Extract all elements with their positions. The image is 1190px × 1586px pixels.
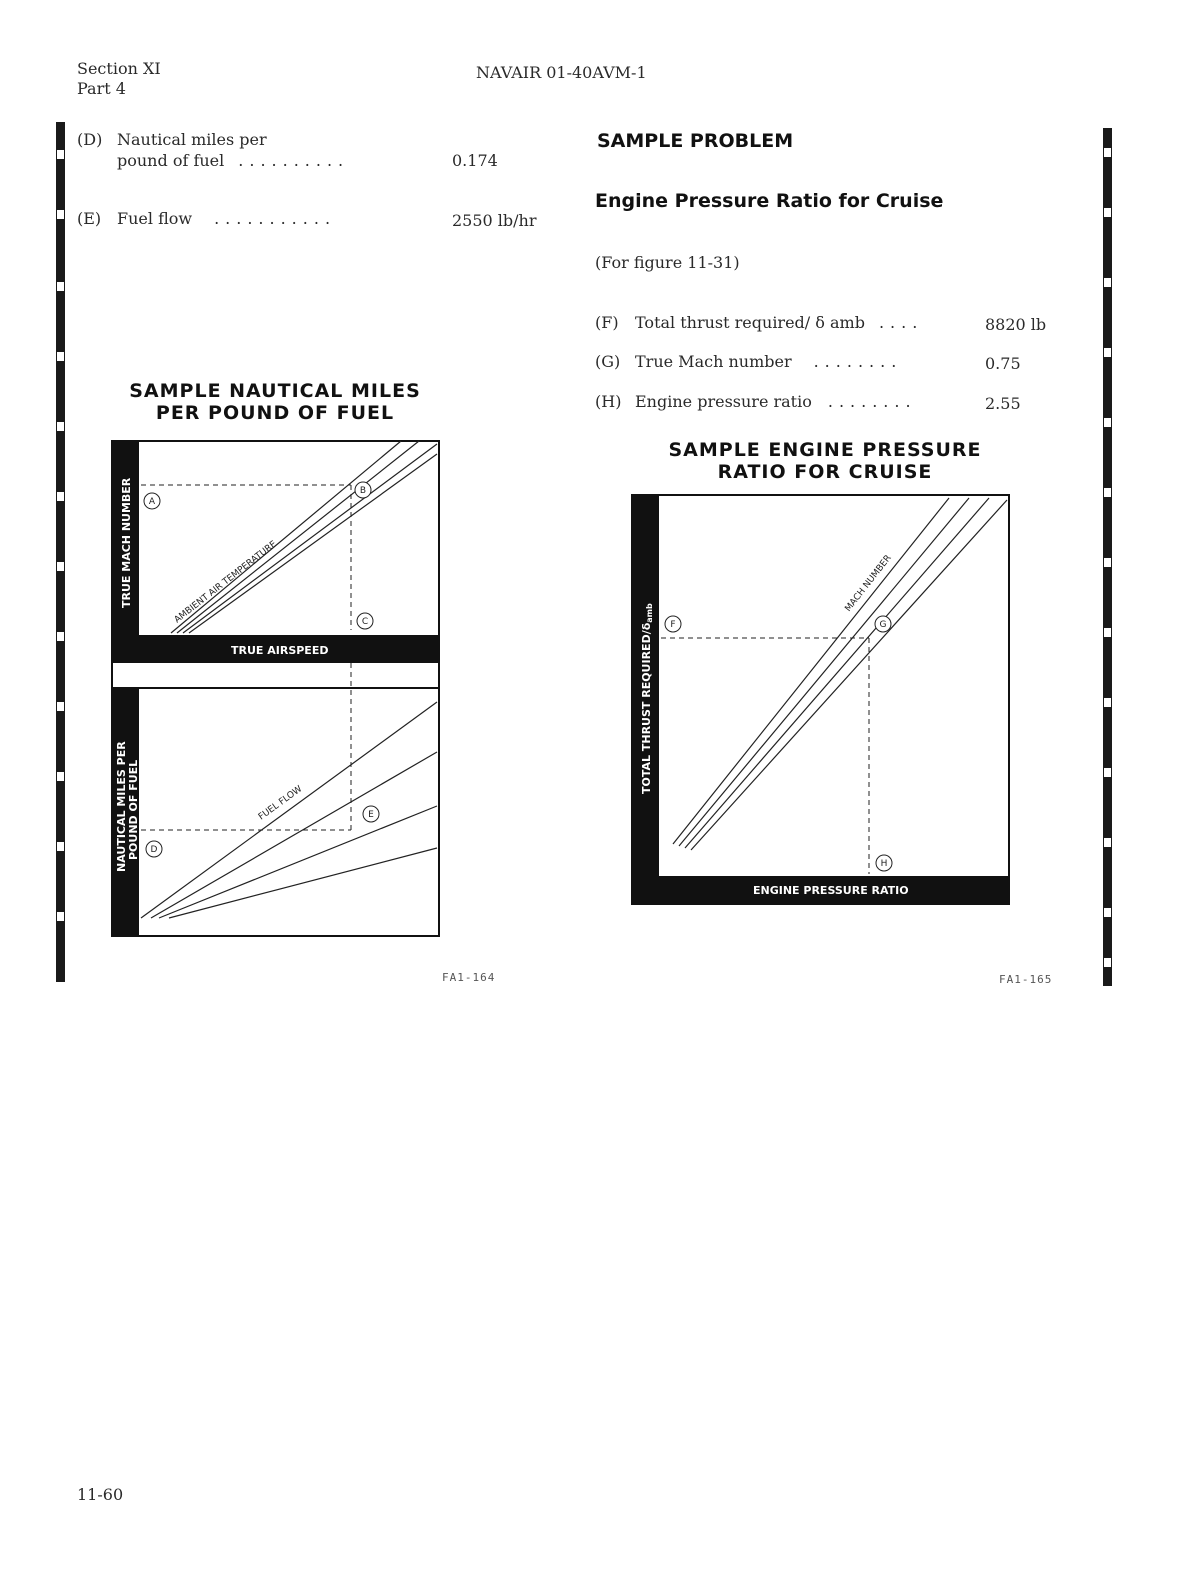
figure1-top-xaxis-label: TRUE AIRSPEED bbox=[231, 644, 329, 657]
item-e-letter: (E) bbox=[77, 209, 102, 228]
item-h-value: 2.55 bbox=[985, 394, 1021, 413]
figure1-fuel-flow-curves bbox=[141, 702, 437, 918]
section-text: Section XI bbox=[77, 59, 161, 78]
figure1-title bbox=[112, 380, 438, 424]
figure2-markers bbox=[665, 616, 892, 871]
figure2-title bbox=[630, 439, 1020, 483]
item-d-letter: (D) bbox=[77, 130, 103, 149]
left-change-bar bbox=[56, 122, 65, 982]
figure1-curve-label-top: AMBIENT AIR TEMPERATURE bbox=[172, 539, 279, 626]
figure2-title-line2: RATIO FOR CRUISE bbox=[717, 461, 933, 483]
item-g-letter: (G) bbox=[595, 352, 621, 371]
item-e-label: Fuel flow ........... bbox=[117, 209, 337, 228]
figure2-yaxis-text: TOTAL THRUST REQUIRED/δ bbox=[640, 622, 653, 794]
figure2-xaxis-label: ENGINE PRESSURE RATIO bbox=[753, 884, 909, 897]
item-f-label-text: Total thrust required/ δ amb bbox=[635, 313, 865, 332]
for-figure-note: (For figure 11-31) bbox=[595, 253, 740, 272]
document-id: NAVAIR 01-40AVM-1 bbox=[476, 63, 647, 82]
figure1-chart bbox=[111, 440, 441, 938]
marker-b-label: B bbox=[359, 486, 367, 496]
marker-d-label: D bbox=[150, 845, 158, 855]
figure2-chart bbox=[631, 494, 1011, 906]
figure2-curve-label: MACH NUMBER bbox=[843, 553, 894, 614]
item-d bbox=[77, 129, 102, 150]
item-g-label-text: True Mach number bbox=[635, 352, 792, 371]
figure1-bottom-yaxis-label-line1: NAUTICAL MILES PER bbox=[115, 741, 128, 872]
page-number: 11-60 bbox=[77, 1485, 124, 1504]
figure1-temperature-curves bbox=[171, 441, 437, 633]
item-f-label: Total thrust required/ δ amb .... bbox=[635, 313, 924, 332]
item-d-value: 0.174 bbox=[452, 151, 498, 170]
item-h-label-text: Engine pressure ratio bbox=[635, 392, 812, 411]
item-g-value: 0.75 bbox=[985, 354, 1021, 373]
figure2-caption: FA1-165 bbox=[999, 973, 1053, 986]
marker-e-label: E bbox=[368, 810, 374, 820]
figure1-title-line1: SAMPLE NAUTICAL MILES bbox=[129, 380, 421, 402]
item-d-label: Nautical miles per pound of fuel .......... bbox=[117, 130, 350, 170]
item-d-label-line1: Nautical miles per bbox=[117, 130, 267, 149]
marker-a-label: A bbox=[148, 497, 156, 507]
item-h-letter: (H) bbox=[595, 392, 622, 411]
sample-problem-heading: SAMPLE PROBLEM bbox=[597, 130, 794, 152]
item-e-label-text: Fuel flow bbox=[117, 209, 193, 228]
figure2-yaxis-label bbox=[640, 603, 654, 794]
marker-f-label: F bbox=[670, 620, 676, 630]
figure1-bottom-yaxis-label-line2: POUND OF FUEL bbox=[127, 759, 140, 860]
item-e-value: 2550 lb/hr bbox=[452, 211, 537, 230]
figure1-caption: FA1-164 bbox=[442, 971, 496, 984]
marker-h-label: H bbox=[880, 859, 888, 869]
figure2-frame bbox=[632, 495, 1009, 904]
marker-c-label: C bbox=[361, 617, 369, 627]
figure2-yaxis-sub: amb bbox=[645, 603, 654, 623]
figure2-mach-curves bbox=[673, 498, 1007, 850]
item-f-letter: (F) bbox=[595, 313, 619, 332]
figure1-markers bbox=[144, 482, 379, 857]
item-g-label: True Mach number ........ bbox=[635, 352, 903, 371]
item-d-label-line2: pound of fuel bbox=[117, 151, 225, 170]
right-change-bar bbox=[1103, 128, 1112, 986]
figure2-title-line1: SAMPLE ENGINE PRESSURE bbox=[668, 439, 982, 461]
item-f-value: 8820 lb bbox=[985, 315, 1047, 334]
figure1-curve-label-bottom: FUEL FLOW bbox=[256, 784, 305, 823]
figure1-title-line2: PER POUND OF FUEL bbox=[155, 402, 395, 424]
marker-g-label: G bbox=[879, 620, 887, 630]
part-text: Part 4 bbox=[77, 79, 126, 98]
figure1-top-yaxis-label: TRUE MACH NUMBER bbox=[120, 477, 133, 608]
item-h-label: Engine pressure ratio ........ bbox=[635, 392, 917, 411]
sample-problem-subheading: Engine Pressure Ratio for Cruise bbox=[595, 190, 944, 212]
section-label bbox=[77, 59, 161, 99]
